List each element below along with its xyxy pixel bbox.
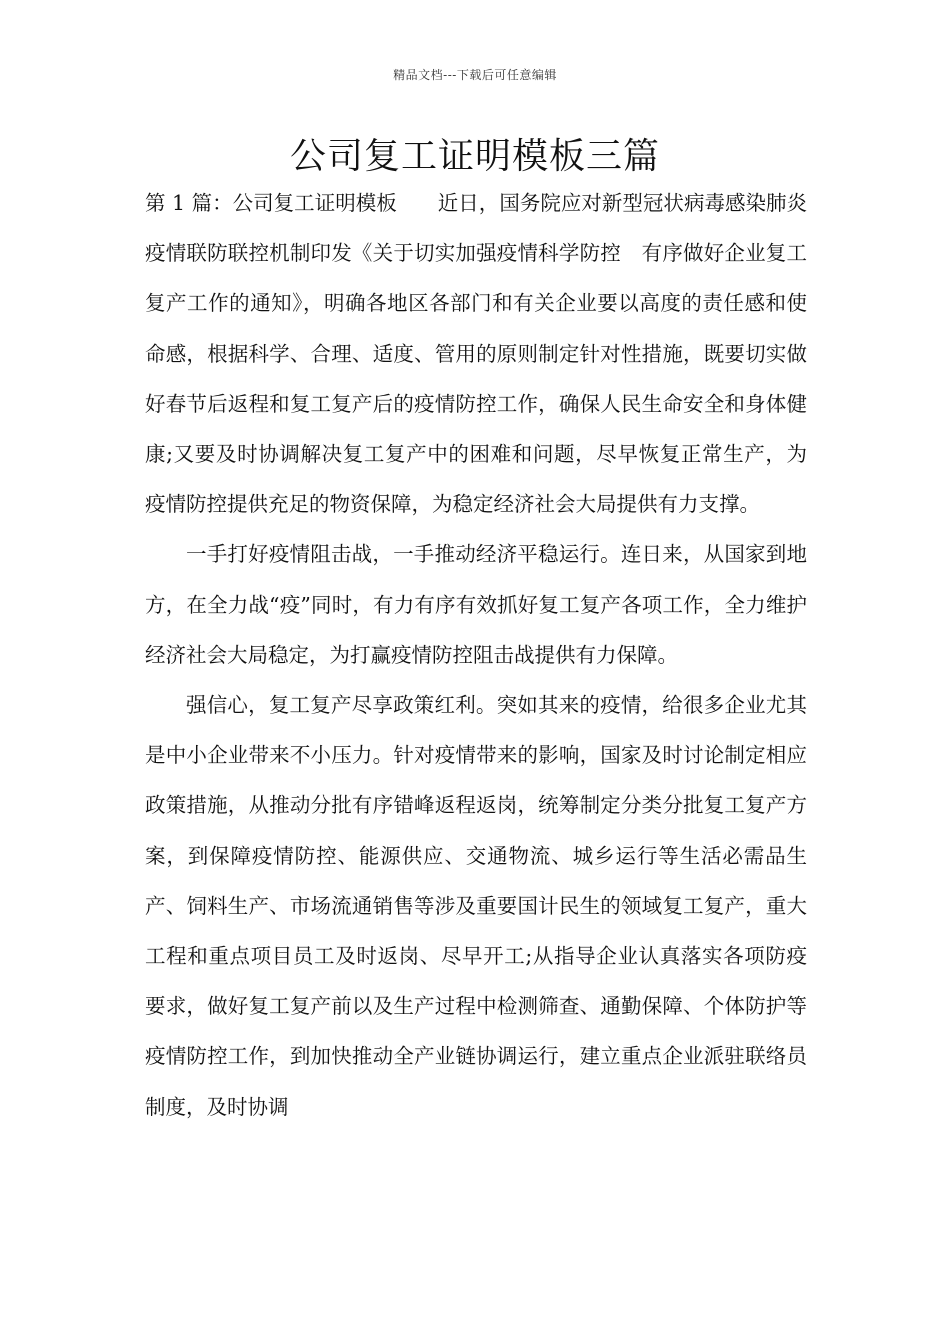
first-paragraph (145, 178, 807, 529)
document-title: 公司复工证明模板三篇 (289, 136, 660, 177)
paragraph: 一手打好疫情阻击战，一手推动经济平稳运行。连日来，从国家到地方，在全力战“疫”同时，有力有序有效抓好复工复产各项工作，全力维护经济社会大局稳定，为打赢疫情防控阻击战提供有力保障。 (145, 542, 807, 667)
section-heading: 第 1 篇：公司复工证明模板 (145, 191, 397, 215)
header-note: 精品文档---下载后可任意编辑 (393, 68, 557, 82)
paragraph-text: 近日，国务院应对新型冠状病毒感染肺炎疫情联防联控机制印发《关于切实加强疫情科学防控 有序做好企业复工复产工作的通知》，明确各地区各部门和有关企业要以高度的责任感和使命感，根据科学、合理、适度、管用的原则制定针对性措施，既要切实做好春节后返程和复工复产后的疫情防控工作，确保人民生命安全和身体健康;又要及时协调解决复工复产中的困难和问题，尽早恢复正常生产，为疫情防控提供充足的物资保障，为稳定经济社会大局提供有力支撑。 (145, 191, 808, 517)
document-body (145, 178, 807, 1132)
paragraph: 强信心，复工复产尽享政策红利。突如其来的疫情，给很多企业尤其是中小企业带来不小压力。针对疫情带来的影响，国家及时讨论制定相应政策措施，从推动分批有序错峰返程返岗，统筹制定分类分批复工复产方案，到保障疫情防控、能源供应、交通物流、城乡运行等生活必需品生产、饲料生产、市场流通销售等涉及重要国计民生的领域复工复产，重大工程和重点项目员工及时返岗、尽早开工;从指导企业认真落实各项防疫要求，做好复工复产前以及生产过程中检测筛查、通勤保障、个体防护等疫情防控工作，到加快推动全产业链协调运行，建立重点企业派驻联络员制度，及时协调 (145, 693, 807, 1119)
